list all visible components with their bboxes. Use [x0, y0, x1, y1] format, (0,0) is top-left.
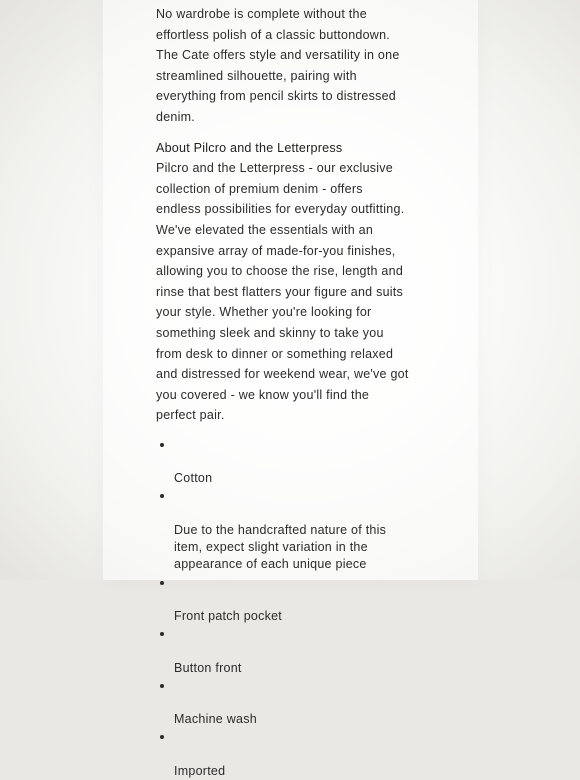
about-body-text: Pilcro and the Letterpress - our exclusive collection of premium denim - offers endless possibilities for everyday outfitting. We've elevated the essentials with an expansive array of made-for-you finishes, allowing you to choose the rise, length and rinse that best flatters your figure and suits your style. Whether you're looking for something sleek and skinny to take you from desk to dinner or something relaxed and distressed for weekend wear, we've got you covered - we know you'll find the perfect pair.	[156, 161, 409, 423]
feature-text: Cotton	[174, 471, 213, 486]
feature-text: Button front	[174, 660, 242, 675]
feature-text: Due to the handcrafted nature of this item, expect slight variation in the appearance of each unique piece	[174, 522, 387, 572]
product-intro-text: No wardrobe is complete without the effortless polish of a classic buttondown. The Cate offers style and versatility in one streamlined silhouette, pairing with everything from pencil skirts to distressed denim.	[156, 7, 400, 124]
bullet-icon	[160, 494, 164, 498]
feature-text: Machine wash	[174, 712, 257, 727]
about-heading: About Pilcro and the Letterpress	[156, 140, 343, 155]
bullet-icon	[160, 443, 164, 447]
feature-item	[156, 436, 411, 488]
bullet-icon	[160, 735, 164, 739]
feature-item	[156, 487, 411, 573]
feature-item	[156, 728, 411, 780]
feature-text: Imported	[174, 763, 226, 778]
feature-item	[156, 625, 411, 677]
bullet-icon	[160, 581, 164, 585]
feature-item	[156, 677, 411, 729]
bullet-icon	[160, 684, 164, 688]
bullet-icon	[160, 632, 164, 636]
feature-list	[156, 436, 411, 780]
feature-text: Front patch pocket	[174, 608, 283, 623]
feature-item	[156, 574, 411, 626]
product-description	[156, 4, 411, 780]
